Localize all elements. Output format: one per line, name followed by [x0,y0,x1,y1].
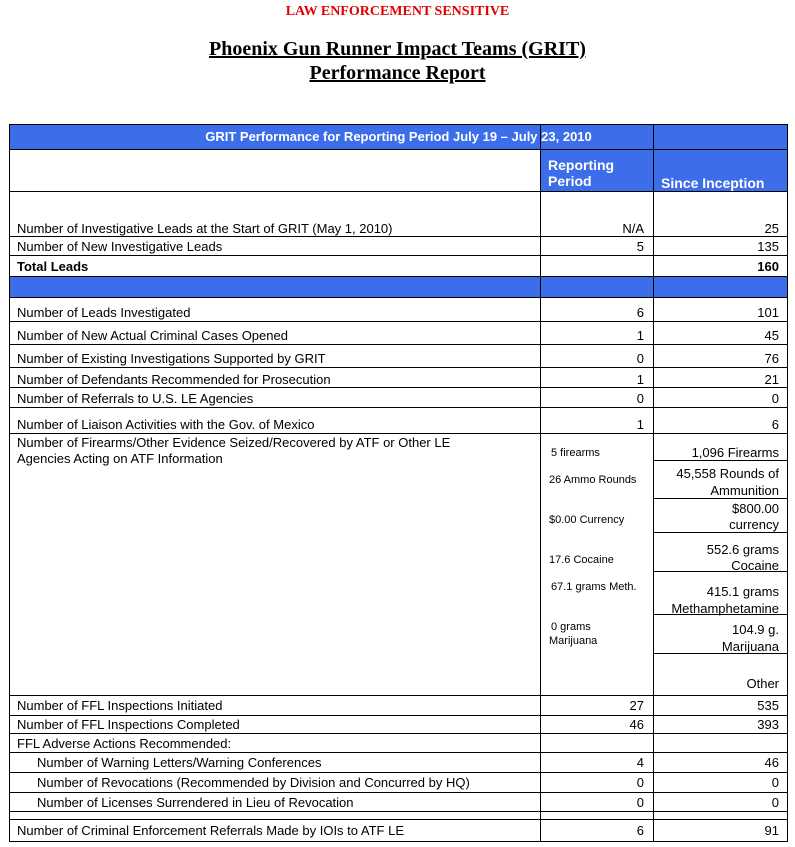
seized-label-line2: Agencies Acting on ATF Information [17,451,223,466]
seized-inception-cocaine-line2: Cocaine [731,558,779,573]
row-label-ffl-initiated: Number of FFL Inspections Initiated [17,698,223,713]
row-reporting-liaison: 1 [636,417,644,432]
row-label-new-leads: Number of New Investigative Leads [17,239,223,254]
row-reporting-defendants: 1 [636,372,644,387]
seized-inception-ammo-line1: 45,558 Rounds of [676,466,779,481]
row-inception-ffl-initiated: 535 [757,698,779,713]
row-inception-cases-opened: 45 [764,328,779,343]
table-caption: GRIT Performance for Reporting Period July 19 – July 23, 2010 [10,125,787,149]
seized-inception-marijuana-line1: 104.9 g. [732,622,779,637]
row-label-ffl-completed: Number of FFL Inspections Completed [17,717,240,732]
row-reporting-criminal-referrals: 6 [636,823,644,838]
row-inception-criminal-referrals: 91 [764,823,779,838]
row-label-licenses-surrendered: Number of Licenses Surrendered in Lieu of Revocation [37,795,354,810]
row-label-referrals: Number of Referrals to U.S. LE Agencies [17,391,254,406]
row-inception-total-leads: 160 [757,259,779,274]
seized-reporting-marijuana-amount: 0 grams [551,621,591,633]
row-inception-leads-investigated: 101 [757,305,779,320]
row-reporting-licenses-surrendered: 0 [636,795,644,810]
row-reporting-warning-letters: 4 [636,755,644,770]
row-label-existing-investigations: Number of Existing Investigations Supported by GRIT [17,351,326,366]
row-reporting-leads-start: N/A [622,221,644,236]
row-inception-leads-start: 25 [764,221,779,236]
performance-table [9,124,788,842]
seized-inception-cocaine-line1: 552.6 grams [706,542,779,557]
row-reporting-new-leads: 5 [636,239,644,254]
seized-reporting-currency: $0.00 Currency [549,514,625,526]
header-since-inception: Since Inception [653,149,787,191]
row-reporting-ffl-initiated: 27 [629,698,644,713]
row-inception-new-leads: 135 [757,239,779,254]
row-reporting-leads-investigated: 6 [636,305,644,320]
seized-reporting-cocaine: 17.6 Cocaine [549,554,614,566]
row-label-total-leads: Total Leads [17,259,89,274]
row-label-cases-opened: Number of New Actual Criminal Cases Opened [17,328,288,343]
seized-reporting-meth: 67.1 grams Meth. [551,581,637,593]
report-subtitle: Performance Report [309,62,486,84]
row-inception-warning-letters: 46 [764,755,779,770]
row-inception-ffl-completed: 393 [757,717,779,732]
seized-inception-firearms: 1,096 Firearms [691,445,779,460]
row-reporting-existing-investigations: 0 [636,351,644,366]
seized-inception-other: Other [746,676,779,691]
row-reporting-cases-opened: 1 [636,328,644,343]
row-label-leads-start: Number of Investigative Leads at the Start of GRIT (May 1, 2010) [17,221,393,236]
row-label-criminal-referrals: Number of Criminal Enforcement Referrals Made by IOIs to ATF LE [17,823,405,838]
row-label-warning-letters: Number of Warning Letters/Warning Conferences [37,755,322,770]
seized-inception-marijuana-line2: Marijuana [721,639,779,654]
row-inception-liaison: 6 [771,417,779,432]
seized-inception-meth-line1: 415.1 grams [706,584,779,599]
seized-reporting-ammo: 26 Ammo Rounds [549,474,637,486]
seized-reporting-marijuana-label: Marijuana [549,635,598,647]
seized-inception-meth-line2: Methamphetamine [671,601,779,616]
row-label-defendants: Number of Defendants Recommended for Prosecution [17,372,331,387]
report-title: Phoenix Gun Runner Impact Teams (GRIT) [209,38,586,60]
row-label-leads-investigated: Number of Leads Investigated [17,305,191,320]
seized-label-line1: Number of Firearms/Other Evidence Seized/Recovered by ATF or Other LE [17,435,451,450]
row-label-revocations: Number of Revocations (Recommended by Division and Concurred by HQ) [37,775,470,790]
seized-inception-ammo-line2: Ammunition [710,483,779,498]
row-inception-revocations: 0 [771,775,779,790]
row-inception-defendants: 21 [764,372,779,387]
row-inception-existing-investigations: 76 [764,351,779,366]
row-label-liaison: Number of Liaison Activities with the Gov. of Mexico [17,417,315,432]
sensitivity-banner: LAW ENFORCEMENT SENSITIVE [285,4,510,19]
separator-row [10,276,787,297]
seized-inception-currency-line2: currency [729,517,779,532]
row-inception-referrals: 0 [771,391,779,406]
row-reporting-referrals: 0 [636,391,644,406]
row-inception-licenses-surrendered: 0 [771,795,779,810]
row-reporting-revocations: 0 [636,775,644,790]
adverse-actions-header: FFL Adverse Actions Recommended: [17,736,232,751]
seized-reporting-firearms: 5 firearms [551,447,600,459]
seized-inception-currency-line1: $800.00 [732,501,779,516]
header-reporting-period: Reporting Period [540,149,653,191]
row-reporting-ffl-completed: 46 [629,717,644,732]
